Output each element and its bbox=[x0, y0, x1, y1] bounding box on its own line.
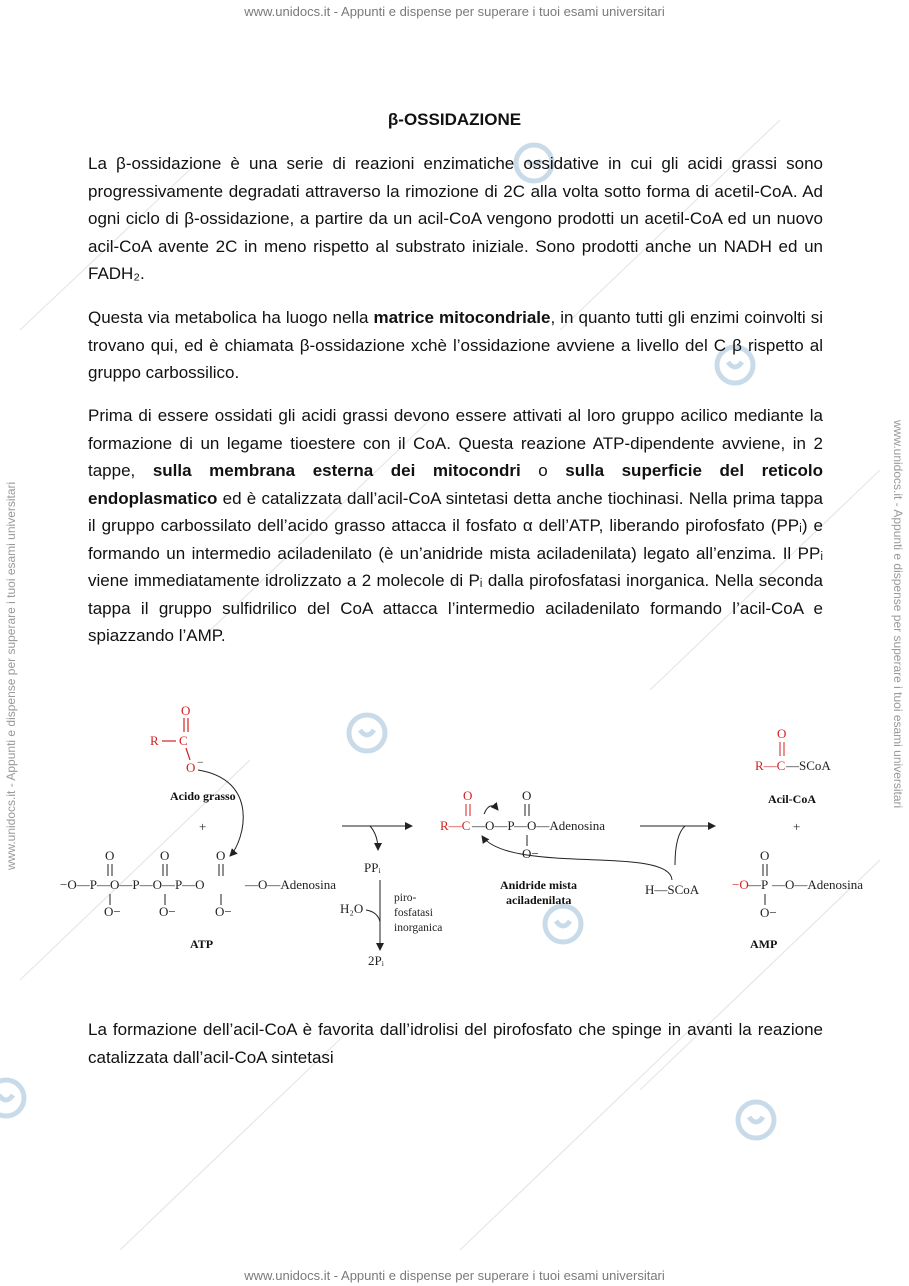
watermark-header: www.unidocs.it - Appunti e dispense per superare i tuoi esami universitari bbox=[244, 4, 665, 19]
text-run: Questa via metabolica ha luogo nella bbox=[88, 308, 374, 327]
bold-run: sulla superficie del reticolo endoplasmatico bbox=[88, 461, 824, 508]
attack-arrow bbox=[198, 770, 243, 856]
svg-text:—O—Adenosina: —O—Adenosina bbox=[772, 877, 863, 892]
watermark-footer: www.unidocs.it - Appunti e dispense per superare i tuoi esami universitari bbox=[244, 1268, 665, 1283]
atp-label: ATP bbox=[190, 937, 214, 951]
thiol-attack-arrow bbox=[482, 836, 672, 880]
enzyme-label-2: fosfatasi bbox=[394, 907, 433, 919]
svg-text:O: O bbox=[522, 788, 532, 803]
svg-text:−O—P—O—P—O—P—O: −O—P—O—P—O—P—O bbox=[60, 877, 205, 892]
plus-sign: + bbox=[199, 819, 207, 834]
text-run: , in quanto tutti gli enzimi coinvolti si trovano qui, ed è chiamata β-ossidazione xchè l’ossidazione avviene a livello del C β rispetto al gruppo carbossilico. bbox=[88, 308, 823, 382]
enzyme-label-3: inorganica bbox=[394, 922, 443, 934]
svg-text:O: O bbox=[186, 760, 196, 775]
amp-release-line bbox=[675, 826, 685, 865]
reaction-diagram bbox=[60, 700, 890, 990]
atp-structure bbox=[60, 848, 336, 951]
watermark-left: www.unidocs.it - Appunti e dispense per superare i tuoi esami universitari bbox=[4, 481, 18, 870]
plus-sign-2: + bbox=[793, 819, 801, 834]
svg-text:O−: O− bbox=[215, 904, 232, 919]
anidride-label-2: aciladenilata bbox=[506, 893, 572, 907]
svg-text:O−: O− bbox=[104, 904, 121, 919]
svg-text:O−: O− bbox=[159, 904, 176, 919]
water-hook bbox=[366, 910, 380, 922]
enzyme-label-1: piro- bbox=[394, 892, 417, 904]
amp-structure bbox=[732, 848, 863, 951]
paragraph-location bbox=[88, 304, 823, 387]
svg-text:—SCoA: —SCoA bbox=[786, 758, 831, 773]
acido-grasso-label: Acido grasso bbox=[170, 789, 236, 803]
svg-text:—O—Adenosina: —O—Adenosina bbox=[514, 818, 605, 833]
svg-text:O: O bbox=[105, 848, 115, 863]
svg-text:−O: −O bbox=[732, 877, 749, 892]
svg-text:R—C: R—C bbox=[755, 758, 786, 773]
svg-text:O−: O− bbox=[522, 846, 539, 861]
svg-text:—O—P: —O—P bbox=[472, 818, 515, 833]
paragraph-intro: La β-ossidazione è una serie di reazioni enzimatiche ossidative in cui gli acidi grassi sono progressivamente degradati attraverso la rimozione di 2C alla volta sotto forma di acetil-CoA. Ad ogni ciclo di β-ossidazione, a partire da un acil-CoA vengono prodotti un acetil-CoA ed un nuovo acil-CoA avente 2C in meno rispetto al substrato iniziale. Sono prodotti anche un NADH ed un FADH₂. bbox=[88, 154, 823, 283]
page-title: β-OSSIDAZIONE bbox=[387, 110, 522, 129]
logo-mark-6 bbox=[0, 1080, 24, 1116]
paragraph-conclusion: La formazione dell’acil-CoA è favorita dall’idrolisi del pirofosfato che spinge in avanti la reazione catalizzata dall’acil-CoA sintetasi bbox=[88, 1020, 823, 1067]
acyl-coa-structure bbox=[755, 726, 831, 834]
fatty-acid-structure bbox=[150, 703, 236, 834]
acil-coa-label: Acil-CoA bbox=[768, 792, 816, 806]
two-pi-label: 2Pᵢ bbox=[368, 953, 384, 968]
svg-text:O−: O− bbox=[760, 905, 777, 920]
svg-text:O: O bbox=[181, 703, 191, 718]
svg-text:R—C: R—C bbox=[440, 818, 471, 833]
logo-mark-5 bbox=[738, 1102, 774, 1138]
bold-run: sulla membrana esterna dei mitocondri bbox=[152, 461, 521, 480]
ppi-branch-arrow bbox=[370, 826, 378, 850]
svg-text:O: O bbox=[777, 726, 787, 741]
aciladenilate-structure bbox=[440, 788, 605, 907]
paragraph-activation bbox=[88, 402, 823, 650]
anidride-label-1: Anidride mista bbox=[500, 878, 578, 892]
watermark-right: www.unidocs.it - Appunti e dispense per superare i tuoi esami universitari bbox=[891, 420, 905, 809]
svg-text:C: C bbox=[179, 733, 188, 748]
hscoa-label: H—SCoA bbox=[645, 882, 700, 897]
svg-text:O: O bbox=[160, 848, 170, 863]
svg-text:—P: —P bbox=[748, 877, 769, 892]
text-run: Prima di essere ossidati gli acidi grassi devono essere attivati al loro gruppo acilico mediante la formazione di un legame tioestere con il CoA. Questa reazione ATP-dipendente avviene, in 2 tappe, bbox=[88, 406, 823, 480]
svg-text:O: O bbox=[760, 848, 770, 863]
text-run: o bbox=[520, 461, 566, 480]
svg-text:−: − bbox=[197, 757, 204, 769]
svg-text:—O—Adenosina: —O—Adenosina bbox=[245, 877, 336, 892]
amp-label: AMP bbox=[750, 937, 778, 951]
svg-text:O: O bbox=[463, 788, 473, 803]
svg-text:O: O bbox=[216, 848, 226, 863]
ppi-label: PPᵢ bbox=[364, 860, 381, 875]
bold-run: matrice mitocondriale bbox=[373, 308, 551, 327]
svg-text:R: R bbox=[150, 733, 159, 748]
text-run: ed è catalizzata dall’acil-CoA sintetasi detta anche tiochinasi. Nella prima tappa il gruppo carbossilato dell’acido grasso attacca il fosfato α dell’ATP, liberando pirofosfato (PPᵢ) e formando un intermedio aciladenilato (è un’anidride mista aciladenilata) legato all’enzima. Il PPᵢ viene immediatamente idrolizzato a 2 molecole di Pᵢ dalla pirofosfatasi inorganica. Nella seconda tappa il gruppo sulfidrilico del CoA attacca l’intermedio aciladenilato formando l’acil-CoA e spiazzando l’AMP. bbox=[88, 488, 823, 645]
h2o-label: H₂O bbox=[340, 901, 364, 916]
